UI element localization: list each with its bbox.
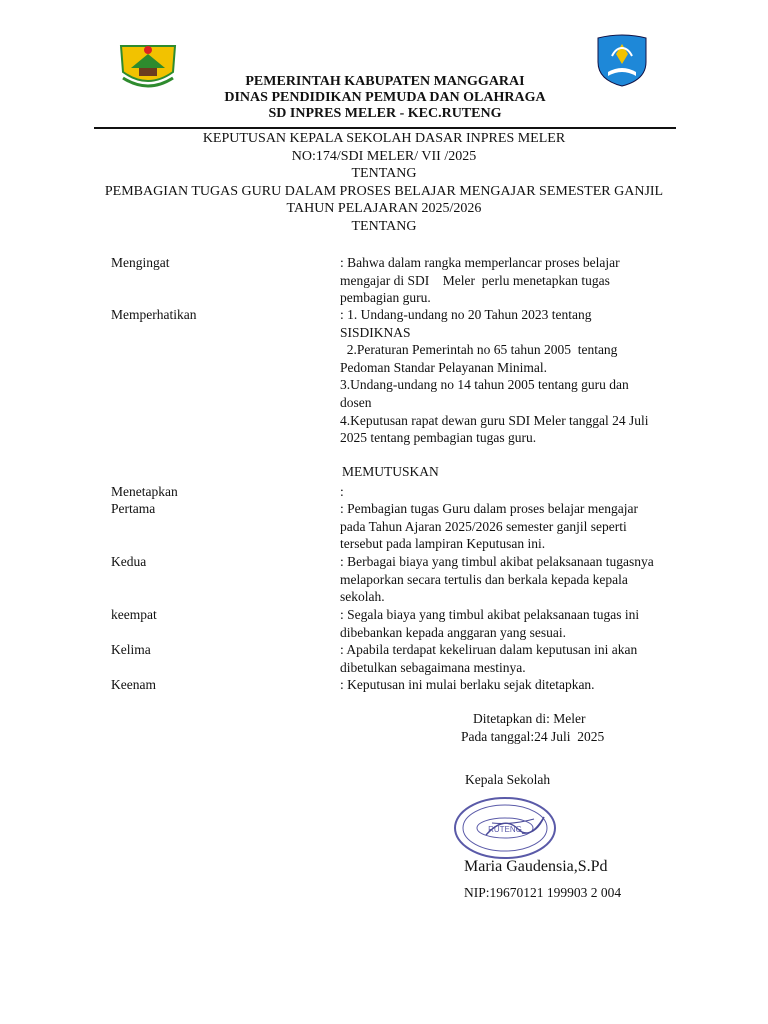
school-stamp [452, 795, 558, 861]
keempat-text: : Segala biaya yang timbul akibat pelaksanaan tugas ini dibebankan kepada anggaran yang sesuai. [340, 607, 640, 640]
signatory-name: Maria Gaudensia,S.Pd [464, 858, 608, 875]
decree-title: KEPUTUSAN KEPALA SEKOLAH DASAR INPRES MELER [202, 131, 566, 146]
kedua-text: : Berbagai biaya yang timbul akibat pelaksanaan tugasnya melaporkan secara tertulis dan berkala kepada kepala sekolah. [340, 554, 654, 605]
memutuskan-heading: MEMUTUSKAN [342, 464, 439, 479]
header-line-school: SD INPRES MELER - KEC.RUTENG [268, 106, 502, 121]
signature-place: Ditetapkan di: Meler [473, 711, 586, 726]
memperhatikan-text: : 1. Undang-undang no 20 Tahun 2023 tentang SISDIKNAS 2.Peraturan Pemerintah no 65 tahun 2005 tentang Pedoman Standar Pelayanan Minimal. 3.Undang-undang no 14 tahun 2005 tentang guru dan dosen 4.Keputusan rapat dewan guru SDI Meler tanggal 24 Juli 2025 tentang pembagian tugas guru. [340, 307, 649, 446]
decree-tentang-2: TENTANG [351, 219, 417, 234]
stamp-text: RUTENG [488, 825, 522, 834]
signatory-nip: NIP:19670121 199903 2 004 [464, 885, 622, 900]
keenam-text: : Keputusan ini mulai berlaku sejak ditetapkan. [340, 677, 595, 692]
signature-date: Pada tanggal:24 Juli 2025 [461, 729, 605, 744]
pertama-label: Pertama [111, 501, 156, 516]
mengingat-text: : Bahwa dalam rangka memperlancar proses belajar mengajar di SDI Meler perlu menetapkan tugas pembagian guru. [340, 255, 620, 306]
menetapkan-label: Menetapkan [111, 484, 178, 499]
signature-role: Kepala Sekolah [465, 772, 551, 787]
memperhatikan-label: Memperhatikan [111, 307, 197, 322]
pertama-text: : Pembagian tugas Guru dalam proses belajar mengajar pada Tahun Ajaran 2025/2026 semester ganjil seperti tersebut pada lampiran Keputusan ini. [340, 501, 639, 552]
menetapkan-colon: : [340, 484, 344, 499]
header-divider [94, 127, 676, 129]
header-line-government: PEMERINTAH KABUPATEN MANGGARAI [245, 74, 525, 89]
decree-number: NO:174/SDI MELER/ VII /2025 [291, 149, 477, 164]
decree-tentang: TENTANG [351, 166, 417, 181]
header-line-office: DINAS PENDIDIKAN PEMUDA DAN OLAHRAGA [224, 90, 546, 105]
decree-subject: PEMBAGIAN TUGAS GURU DALAM PROSES BELAJAR MENGAJAR SEMESTER GANJIL [104, 184, 664, 199]
keenam-label: Keenam [111, 677, 156, 692]
mengingat-label: Mengingat [111, 255, 170, 270]
kelima-text: : Apabila terdapat kekeliruan dalam keputusan ini akan dibetulkan sebagaimana mestinya. [340, 642, 638, 675]
keempat-label: keempat [111, 607, 157, 622]
kedua-label: Kedua [111, 554, 147, 569]
decree-year: TAHUN PELAJARAN 2025/2026 [286, 201, 482, 216]
kelima-label: Kelima [111, 642, 151, 657]
